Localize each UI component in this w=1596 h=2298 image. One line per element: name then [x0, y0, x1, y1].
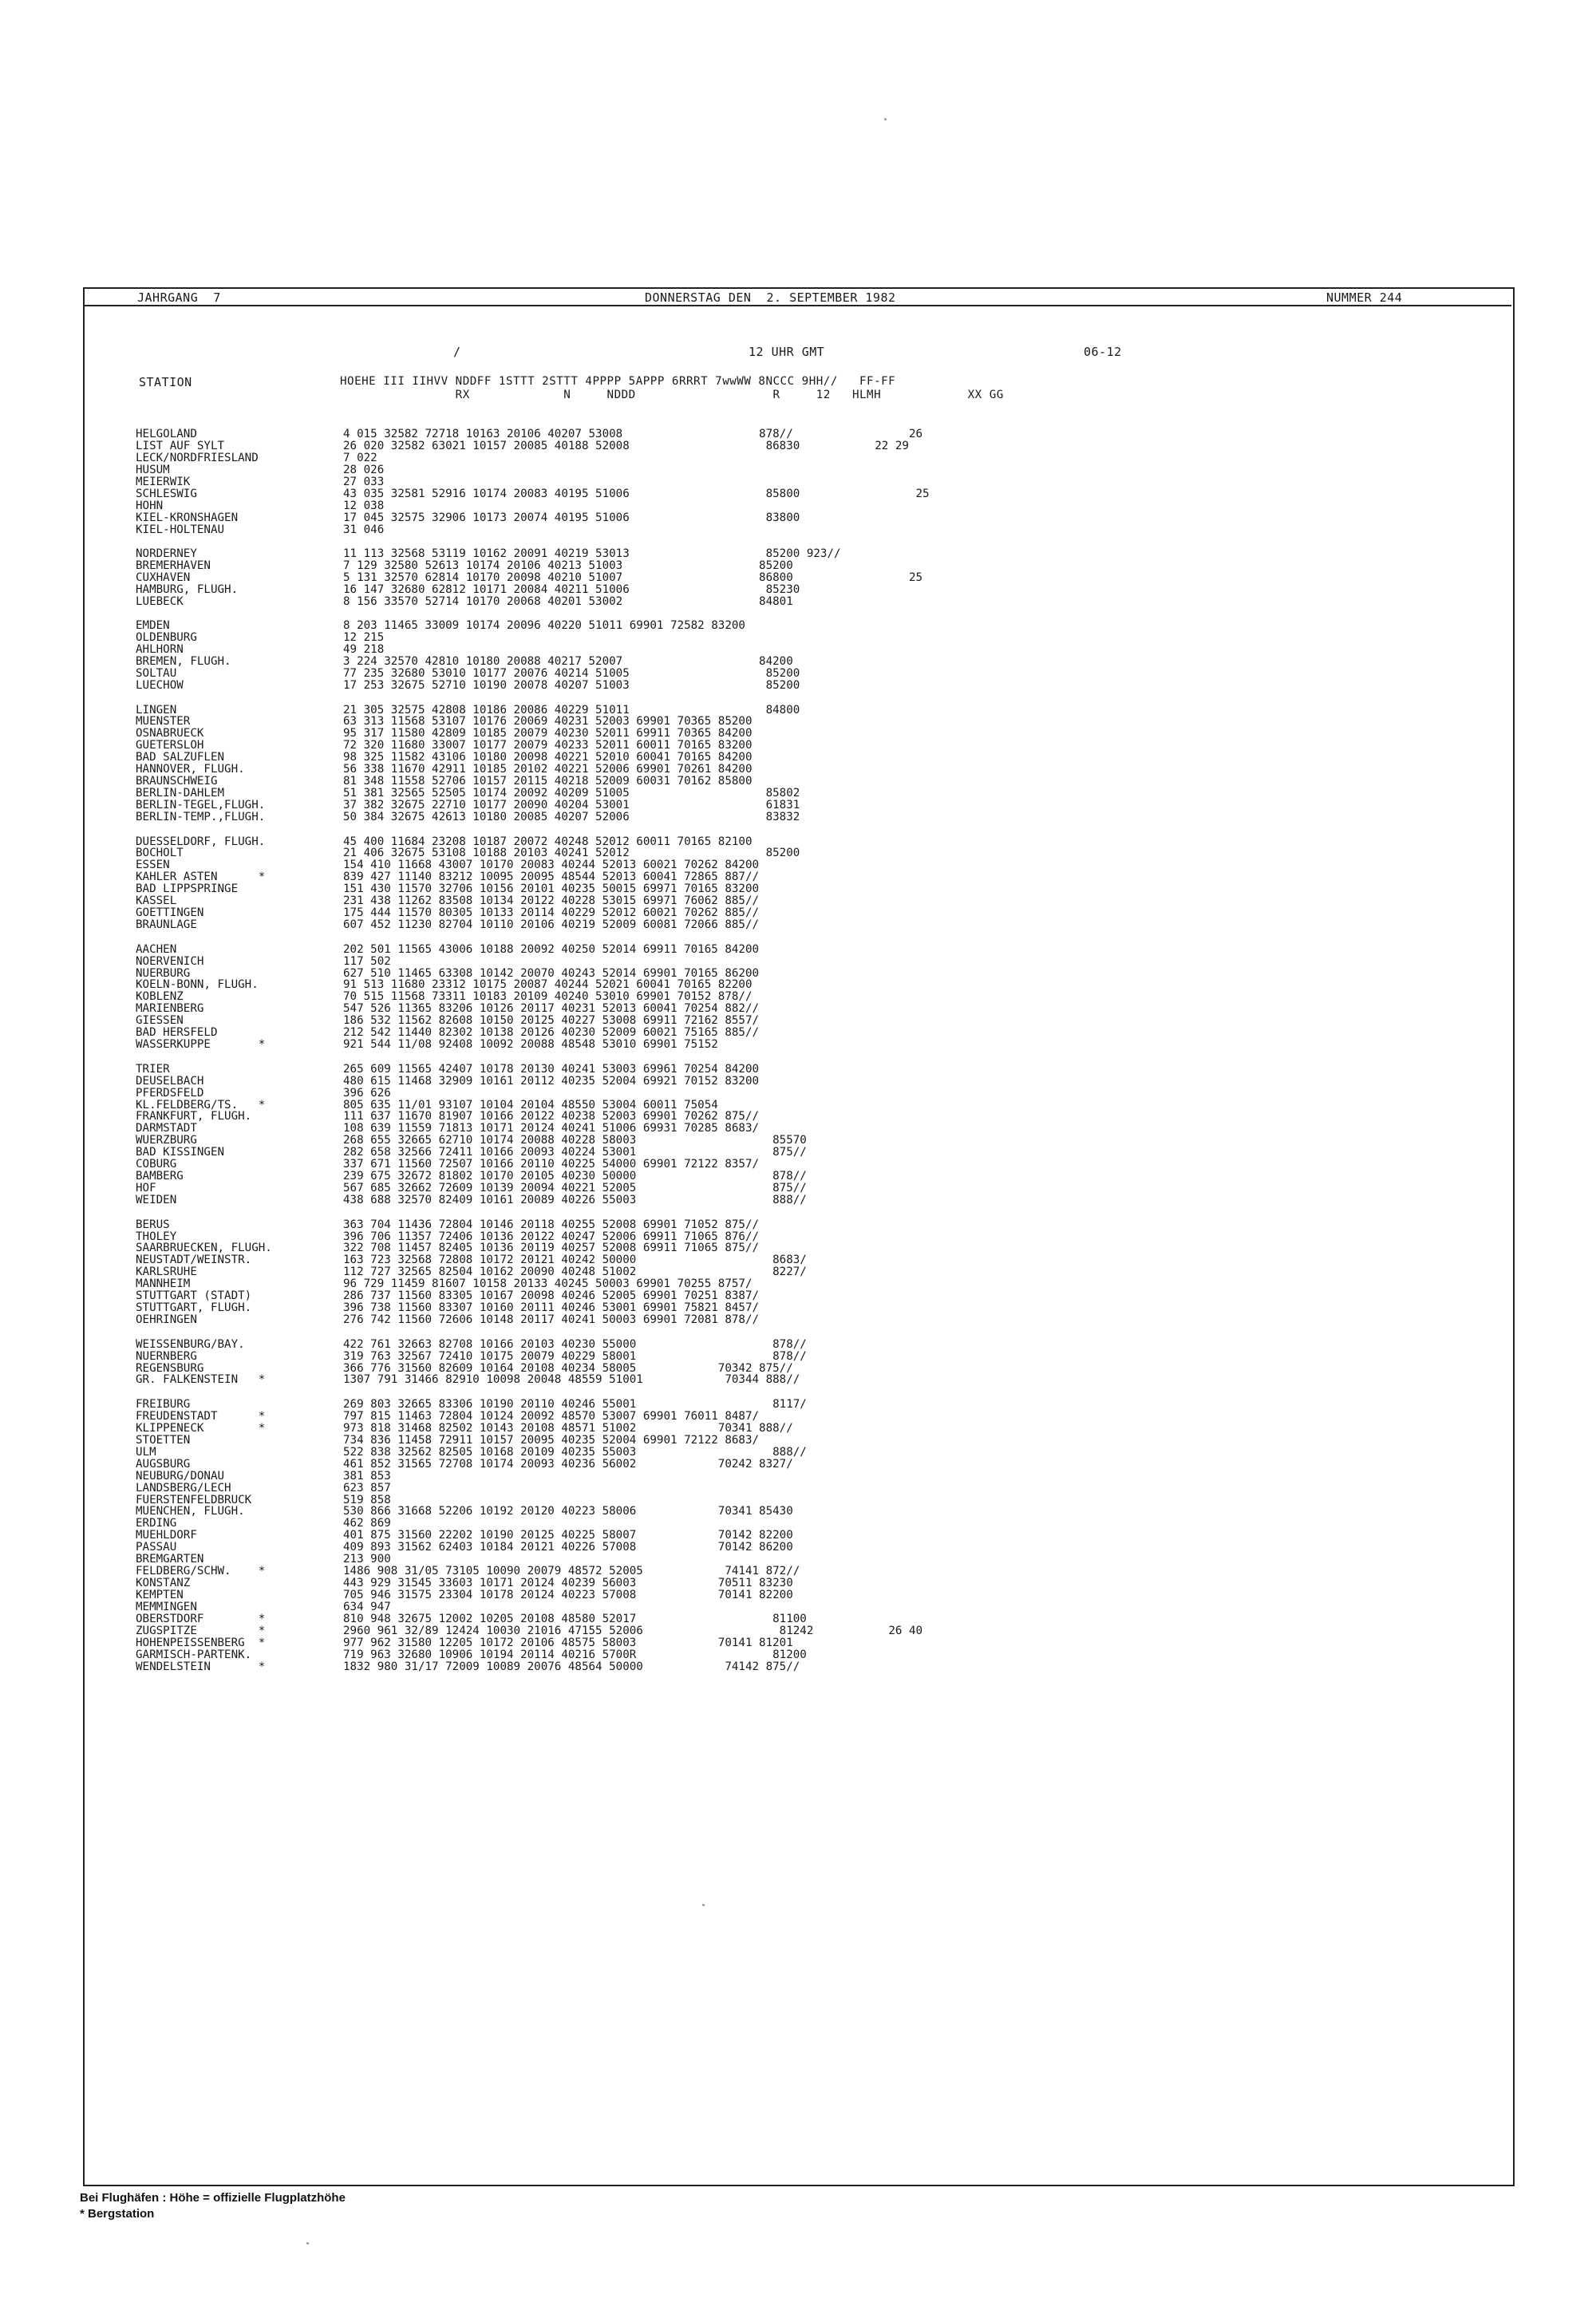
station-data: 21 305 32575 42808 10186 20086 40229 51011 84800 — [343, 703, 800, 717]
station-name: AUGSBURG — [136, 1457, 191, 1471]
station-data: 49 218 — [343, 643, 385, 657]
station-name: NEUSTADT/WEINSTR. — [136, 1254, 252, 1267]
station-name: PASSAU — [136, 1541, 177, 1554]
station-name: TRIER — [136, 1062, 170, 1076]
station-name: SAARBRUECKEN, FLUGH. — [136, 1242, 272, 1255]
station-name: BERLIN-TEGEL,FLUGH. — [136, 799, 266, 812]
station-name: HANNOVER, FLUGH. — [136, 763, 245, 776]
station-data: 734 836 11458 72911 10157 20095 40235 52004 69901 72122 8683/ — [343, 1433, 760, 1447]
station-name: KL.FELDBERG/TS. * — [136, 1098, 266, 1111]
station-name: MANNHEIM — [136, 1277, 191, 1291]
station-data: 70 515 11568 73311 10183 20109 40240 53010 69901 70152 878// — [343, 990, 753, 1004]
period-label: 06-12 — [1084, 345, 1122, 359]
station-data: 213 900 — [343, 1553, 391, 1566]
station-data: 112 727 32565 82504 10162 20090 40248 51002 8227/ — [343, 1265, 807, 1279]
station-name: SCHLESWIG — [136, 487, 197, 500]
date-label: DONNERSTAG DEN 2. SEPTEMBER 1982 — [645, 290, 896, 305]
footnote-airport: Bei Flughäfen : Höhe = offizielle Flugplatzhöhe — [80, 2191, 346, 2205]
station-name: DEUSELBACH — [136, 1074, 204, 1088]
station-data: 31 046 — [343, 523, 385, 536]
scan-speck — [306, 2242, 309, 2245]
station-name: NUERBURG — [136, 966, 191, 980]
station-data: 705 946 31575 23304 10178 20124 40223 57008 70141 82200 — [343, 1589, 793, 1602]
station-name: GR. FALKENSTEIN * — [136, 1373, 266, 1387]
station-data: 797 815 11463 72804 10124 20092 48570 53007 69901 76011 8487/ — [343, 1409, 760, 1423]
station-data: 322 708 11457 82405 10136 20119 40257 52008 69911 71065 875// — [343, 1242, 760, 1255]
station-data: 921 544 11/08 92408 10092 20088 48548 53010 69901 75152 — [343, 1038, 718, 1052]
station-name: GARMISCH-PARTENK. — [136, 1648, 252, 1661]
station-name: KASSEL — [136, 894, 177, 908]
station-name: COBURG — [136, 1158, 177, 1171]
station-data: 3 224 32570 42810 10180 20088 40217 52007 84200 — [343, 655, 793, 669]
station-data: 363 704 11436 72804 10146 20118 40255 52008 69901 71052 875// — [343, 1218, 760, 1231]
station-data: 381 853 — [343, 1469, 391, 1483]
station-data: 547 526 11365 83206 10126 20117 40231 52013 60041 70254 882// — [343, 1002, 760, 1016]
station-name: ESSEN — [136, 859, 170, 872]
station-data: 98 325 11582 43106 10180 20098 40221 52010 60041 70165 84200 — [343, 751, 753, 764]
station-data: 396 706 11357 72406 10136 20122 40247 52006 69911 71065 876// — [343, 1230, 760, 1243]
station-data: 286 737 11560 83305 10167 20098 40246 52005 69901 70251 8387/ — [343, 1289, 760, 1303]
scan-speck — [702, 1904, 705, 1906]
station-data: 973 818 31468 82502 10143 20108 48571 51002 70341 888// — [343, 1421, 793, 1435]
footnote-mountain: * Bergstation — [80, 2207, 155, 2221]
station-data: 50 384 32675 42613 10180 20085 40207 52006 83832 — [343, 811, 800, 824]
station-data: 276 742 11560 72606 10148 20117 40241 50003 69901 72081 878// — [343, 1313, 760, 1327]
station-name: NORDERNEY — [136, 547, 197, 561]
station-name: ULM — [136, 1445, 156, 1459]
station-data: 438 688 32570 82409 10161 20089 40226 55003 888// — [343, 1194, 807, 1207]
jahrgang-label: JAHRGANG 7 — [137, 290, 221, 305]
station-data: 43 035 32581 52916 10174 20083 40195 51006 85800 25 — [343, 487, 930, 500]
station-data: 839 427 11140 83212 10095 20095 48544 52013 60041 72865 887// — [343, 871, 760, 884]
station-data: 8 156 33570 52714 10170 20068 40201 53002 84801 — [343, 594, 793, 608]
station-name: MEIERWIK — [136, 475, 191, 488]
station-name: LUECHOW — [136, 679, 184, 693]
station-data: 154 410 11668 43007 10170 20083 40244 52013 60021 70262 84200 — [343, 859, 760, 872]
station-data: 443 929 31545 33603 10171 20124 40239 56003 70511 83230 — [343, 1577, 793, 1590]
station-data: 623 857 — [343, 1481, 391, 1494]
station-data: 422 761 32663 82708 10166 20103 40230 55000 878// — [343, 1337, 807, 1351]
station-name: HUSUM — [136, 463, 170, 476]
station-data: 111 637 11670 81907 10166 20122 40238 52003 69901 70262 875// — [343, 1110, 760, 1123]
station-name: BERLIN-DAHLEM — [136, 787, 225, 800]
station-name: OLDENBURG — [136, 631, 197, 645]
station-name: FREUDENSTADT * — [136, 1409, 266, 1423]
station-name: GOETTINGEN — [136, 906, 204, 920]
station-data: 81 348 11558 52706 10157 20115 40218 52009 60031 70162 85800 — [343, 775, 753, 788]
station-name: BAD KISSINGEN — [136, 1146, 225, 1159]
station-data: 396 738 11560 83307 10160 20111 40246 53001 69901 75821 8457/ — [343, 1301, 760, 1315]
station-name: BREMEN, FLUGH. — [136, 655, 231, 669]
station-name: WENDELSTEIN * — [136, 1660, 266, 1673]
station-data: 7 129 32580 52613 10174 20106 40213 51003 85200 — [343, 559, 793, 572]
station-name: MUENCHEN, FLUGH. — [136, 1505, 245, 1518]
station-name: STUTTGART, FLUGH. — [136, 1301, 252, 1315]
station-name: DARMSTADT — [136, 1122, 197, 1135]
station-data: 21 406 32675 53108 10188 20103 40241 52012 85200 — [343, 847, 800, 860]
station-name: LECK/NORDFRIESLAND — [136, 451, 259, 464]
station-column-header: STATION — [139, 375, 192, 389]
station-data: 239 675 32672 81802 10170 20105 40230 50000 878// — [343, 1170, 807, 1183]
station-data: 117 502 — [343, 954, 391, 968]
station-data: 27 033 — [343, 475, 385, 488]
station-data: 269 803 32665 83306 10190 20110 40246 55001 8117/ — [343, 1397, 807, 1411]
station-name: BREMERHAVEN — [136, 559, 211, 572]
station-name: MUEHLDORF — [136, 1529, 197, 1542]
station-name: OEHRINGEN — [136, 1313, 197, 1327]
observation-time: 12 UHR GMT — [749, 345, 825, 359]
station-data: 719 963 32680 10906 10194 20114 40216 5700R 81200 — [343, 1648, 807, 1661]
station-name: OSNABRUECK — [136, 727, 204, 740]
station-data: 7 022 — [343, 451, 377, 464]
station-data: 96 729 11459 81607 10158 20133 40245 50003 69901 70255 8757/ — [343, 1277, 753, 1291]
station-name: MUENSTER — [136, 715, 191, 728]
station-data: 45 400 11684 23208 10187 20072 40248 52012 60011 70165 82100 — [343, 835, 753, 848]
station-name: DUESSELDORF, FLUGH. — [136, 835, 266, 848]
station-name: KIEL-KRONSHAGEN — [136, 511, 239, 524]
station-name: HAMBURG, FLUGH. — [136, 582, 239, 596]
station-name: LUEBECK — [136, 594, 184, 608]
station-data: 265 609 11565 42407 10178 20130 40241 53003 69961 70254 84200 — [343, 1062, 760, 1076]
station-data: 28 026 — [343, 463, 385, 476]
station-data: 607 452 11230 82704 10110 20106 40219 52009 60081 72066 885// — [343, 918, 760, 932]
station-name: FRANKFURT, FLUGH. — [136, 1110, 252, 1123]
station-data: 396 626 — [343, 1086, 391, 1100]
station-name: KOELN-BONN, FLUGH. — [136, 978, 259, 992]
station-name: BAD SALZUFLEN — [136, 751, 225, 764]
station-name: WEIDEN — [136, 1194, 177, 1207]
station-data: 11 113 32568 53119 10162 20091 40219 53013 85200 923// — [343, 547, 841, 561]
station-data: 519 858 — [343, 1493, 391, 1506]
station-data: 2960 961 32/89 12424 10030 21016 47155 52006 81242 26 40 — [343, 1624, 923, 1637]
station-data: 163 723 32568 72808 10172 20121 40242 50000 8683/ — [343, 1254, 807, 1267]
station-name: HOHN — [136, 499, 164, 512]
station-data: 4 015 32582 72718 10163 20106 40207 53008 878// 26 — [343, 428, 923, 440]
station-data: 268 655 32665 62710 10174 20088 40228 58003 85570 — [343, 1134, 807, 1147]
station-name: NUERNBERG — [136, 1349, 197, 1363]
station-name: SOLTAU — [136, 667, 177, 681]
station-data: 63 313 11568 53107 10176 20069 40231 52003 69901 70365 85200 — [343, 715, 753, 728]
station-name: BERUS — [136, 1218, 170, 1231]
slash-mark: / — [453, 345, 461, 359]
station-name: KEMPTEN — [136, 1589, 184, 1602]
station-data: 95 317 11580 42809 10185 20079 40230 52011 69911 70365 84200 — [343, 727, 753, 740]
station-data: 12 215 — [343, 631, 385, 645]
station-data: 522 838 32562 82505 10168 20109 40235 55003 888// — [343, 1445, 807, 1459]
station-name: NOERVENICH — [136, 954, 204, 968]
station-data: 627 510 11465 63308 10142 20070 40243 52014 69901 70165 86200 — [343, 966, 760, 980]
station-name: LINGEN — [136, 703, 177, 717]
station-name: THOLEY — [136, 1230, 177, 1243]
station-data: 1307 791 31466 82910 10098 20048 48559 51001 70344 888// — [343, 1373, 800, 1387]
station-name: BERLIN-TEMP.,FLUGH. — [136, 811, 266, 824]
station-name: PFERDSFELD — [136, 1086, 204, 1100]
station-name: BAD LIPPSPRINGE — [136, 882, 239, 896]
station-name: MEMMINGEN — [136, 1601, 197, 1614]
station-name: KARLSRUHE — [136, 1265, 197, 1279]
station-name: EMDEN — [136, 619, 170, 633]
station-name: KOBLENZ — [136, 990, 184, 1004]
header-rule — [83, 305, 1511, 306]
code-column-subheader: RX N NDDD R 12 HLMH XX GG — [340, 389, 1004, 401]
station-data: 51 381 32565 52505 10174 20092 40209 51005 85802 — [343, 787, 800, 800]
station-data: 337 671 11560 72507 10166 20110 40225 54000 69901 72122 8357/ — [343, 1158, 760, 1171]
station-data: 366 776 31560 82609 10164 20108 40234 58005 70342 875// — [343, 1361, 793, 1375]
station-name: ZUGSPITZE * — [136, 1624, 266, 1637]
station-data: 282 658 32566 72411 10166 20093 40224 53001 875// — [343, 1146, 807, 1159]
station-data: 634 947 — [343, 1601, 391, 1614]
station-data: 37 382 32675 22710 10177 20090 40204 53001 61831 — [343, 799, 800, 812]
station-name: KAHLER ASTEN * — [136, 871, 266, 884]
station-name: BOCHOLT — [136, 847, 184, 860]
station-data: 8 203 11465 33009 10174 20096 40220 51011 69901 72582 83200 — [343, 619, 745, 633]
station-data: 56 338 11670 42911 10185 20102 40221 52006 69901 70261 84200 — [343, 763, 753, 776]
station-name: BAD HERSFELD — [136, 1026, 218, 1040]
station-name: STUTTGART (STADT) — [136, 1289, 252, 1303]
station-data: 77 235 32680 53010 10177 20076 40214 51005 85200 — [343, 667, 800, 681]
station-name: WEISSENBURG/BAY. — [136, 1337, 245, 1351]
station-name: FUERSTENFELDBRUCK — [136, 1493, 252, 1506]
station-name: AHLHORN — [136, 643, 184, 657]
station-name: KLIPPENECK * — [136, 1421, 266, 1435]
station-name: OBERSTDORF * — [136, 1613, 266, 1625]
station-name: HOHENPEISSENBERG * — [136, 1636, 266, 1649]
station-data: 977 962 31580 12205 10172 20106 48575 58003 70141 81201 — [343, 1636, 793, 1649]
station-data: 175 444 11570 80305 10133 20114 40229 52012 60021 70262 885// — [343, 906, 760, 920]
code-column-header: HOEHE III IIHVV NDDFF 1STTT 2STTT 4PPPP 5APPP 6RRRT 7wwWW 8NCCC 9HH// FF-FF — [340, 375, 896, 388]
station-data: 186 532 11562 82608 10150 20125 40227 53008 69911 72162 8557/ — [343, 1014, 760, 1028]
station-data: 151 430 11570 32706 10156 20101 40235 50015 69971 70165 83200 — [343, 882, 760, 896]
station-data: 480 615 11468 32909 10161 20112 40235 52004 69921 70152 83200 — [343, 1074, 760, 1088]
station-name: HOF — [136, 1182, 156, 1195]
station-data: 16 147 32680 62812 10171 20084 40211 51006 85230 — [343, 582, 800, 596]
station-name: KONSTANZ — [136, 1577, 191, 1590]
station-data: 1832 980 31/17 72009 10089 20076 48564 50000 74142 875// — [343, 1660, 800, 1673]
station-name: LIST AUF SYLT — [136, 439, 225, 452]
station-name: WUERZBURG — [136, 1134, 197, 1147]
station-name: BRAUNSCHWEIG — [136, 775, 218, 788]
station-data: 17 253 32675 52710 10190 20078 40207 51003 85200 — [343, 679, 800, 693]
station-name: HELGOLAND — [136, 428, 197, 440]
station-data: 401 875 31560 22202 10190 20125 40225 58007 70142 82200 — [343, 1529, 793, 1542]
station-name: WASSERKUPPE * — [136, 1038, 266, 1052]
station-data: 530 866 31668 52206 10192 20120 40223 58006 70341 85430 — [343, 1505, 793, 1518]
station-data: 231 438 11262 83508 10134 20122 40228 53015 69971 76062 885// — [343, 894, 760, 908]
station-name: KIEL-HOLTENAU — [136, 523, 225, 536]
issue-number: NUMMER 244 — [1326, 290, 1403, 305]
station-name: FREIBURG — [136, 1397, 191, 1411]
station-data: 202 501 11565 43006 10188 20092 40250 52014 69911 70165 84200 — [343, 942, 760, 956]
station-data: 108 639 11559 71813 10171 20124 40241 51006 69931 70285 8683/ — [343, 1122, 760, 1135]
station-name: STOETTEN — [136, 1433, 191, 1447]
station-data: 409 893 31562 62403 10184 20121 40226 57008 70142 86200 — [343, 1541, 793, 1554]
station-name: GIESSEN — [136, 1014, 184, 1028]
station-name: GUETERSLOH — [136, 739, 204, 752]
station-data: 319 763 32567 72410 10175 20079 40229 58001 878// — [343, 1349, 807, 1363]
station-name: ERDING — [136, 1517, 177, 1530]
station-data: 5 131 32570 62814 10170 20098 40210 51007 86800 25 — [343, 571, 923, 584]
station-data: 805 635 11/01 93107 10104 20104 48550 53004 60011 75054 — [343, 1098, 718, 1111]
station-name: AACHEN — [136, 942, 177, 956]
station-data: 1486 908 31/05 73105 10090 20079 48572 52005 74141 872// — [343, 1565, 800, 1578]
station-name: BAMBERG — [136, 1170, 184, 1183]
station-data: 212 542 11440 82302 10138 20126 40230 52009 60021 75165 885// — [343, 1026, 760, 1040]
station-data: 461 852 31565 72708 10174 20093 40236 56002 70242 8327/ — [343, 1457, 793, 1471]
station-name: NEUBURG/DONAU — [136, 1469, 225, 1483]
station-data: 26 020 32582 63021 10157 20085 40188 52008 86830 22 29 — [343, 439, 909, 452]
station-data: 17 045 32575 32906 10173 20074 40195 51006 83800 — [343, 511, 800, 524]
station-data: 12 038 — [343, 499, 385, 512]
station-name: LANDSBERG/LECH — [136, 1481, 231, 1494]
station-data: 72 320 11680 33007 10177 20079 40233 52011 60011 70165 83200 — [343, 739, 753, 752]
station-data: 567 685 32662 72609 10139 20094 40221 52005 875// — [343, 1182, 807, 1195]
station-name: REGENSBURG — [136, 1361, 204, 1375]
station-name: CUXHAVEN — [136, 571, 191, 584]
station-name: BRAUNLAGE — [136, 918, 197, 932]
station-data: 91 513 11680 23312 10175 20087 40244 52021 60041 70165 82200 — [343, 978, 753, 992]
station-data: 462 869 — [343, 1517, 391, 1530]
station-name: FELDBERG/SCHW. * — [136, 1565, 266, 1578]
station-data: 810 948 32675 12002 10205 20108 48580 52017 81100 — [343, 1613, 807, 1625]
station-name: MARIENBERG — [136, 1002, 204, 1016]
scan-speck — [884, 118, 887, 120]
station-name: BREMGARTEN — [136, 1553, 204, 1566]
